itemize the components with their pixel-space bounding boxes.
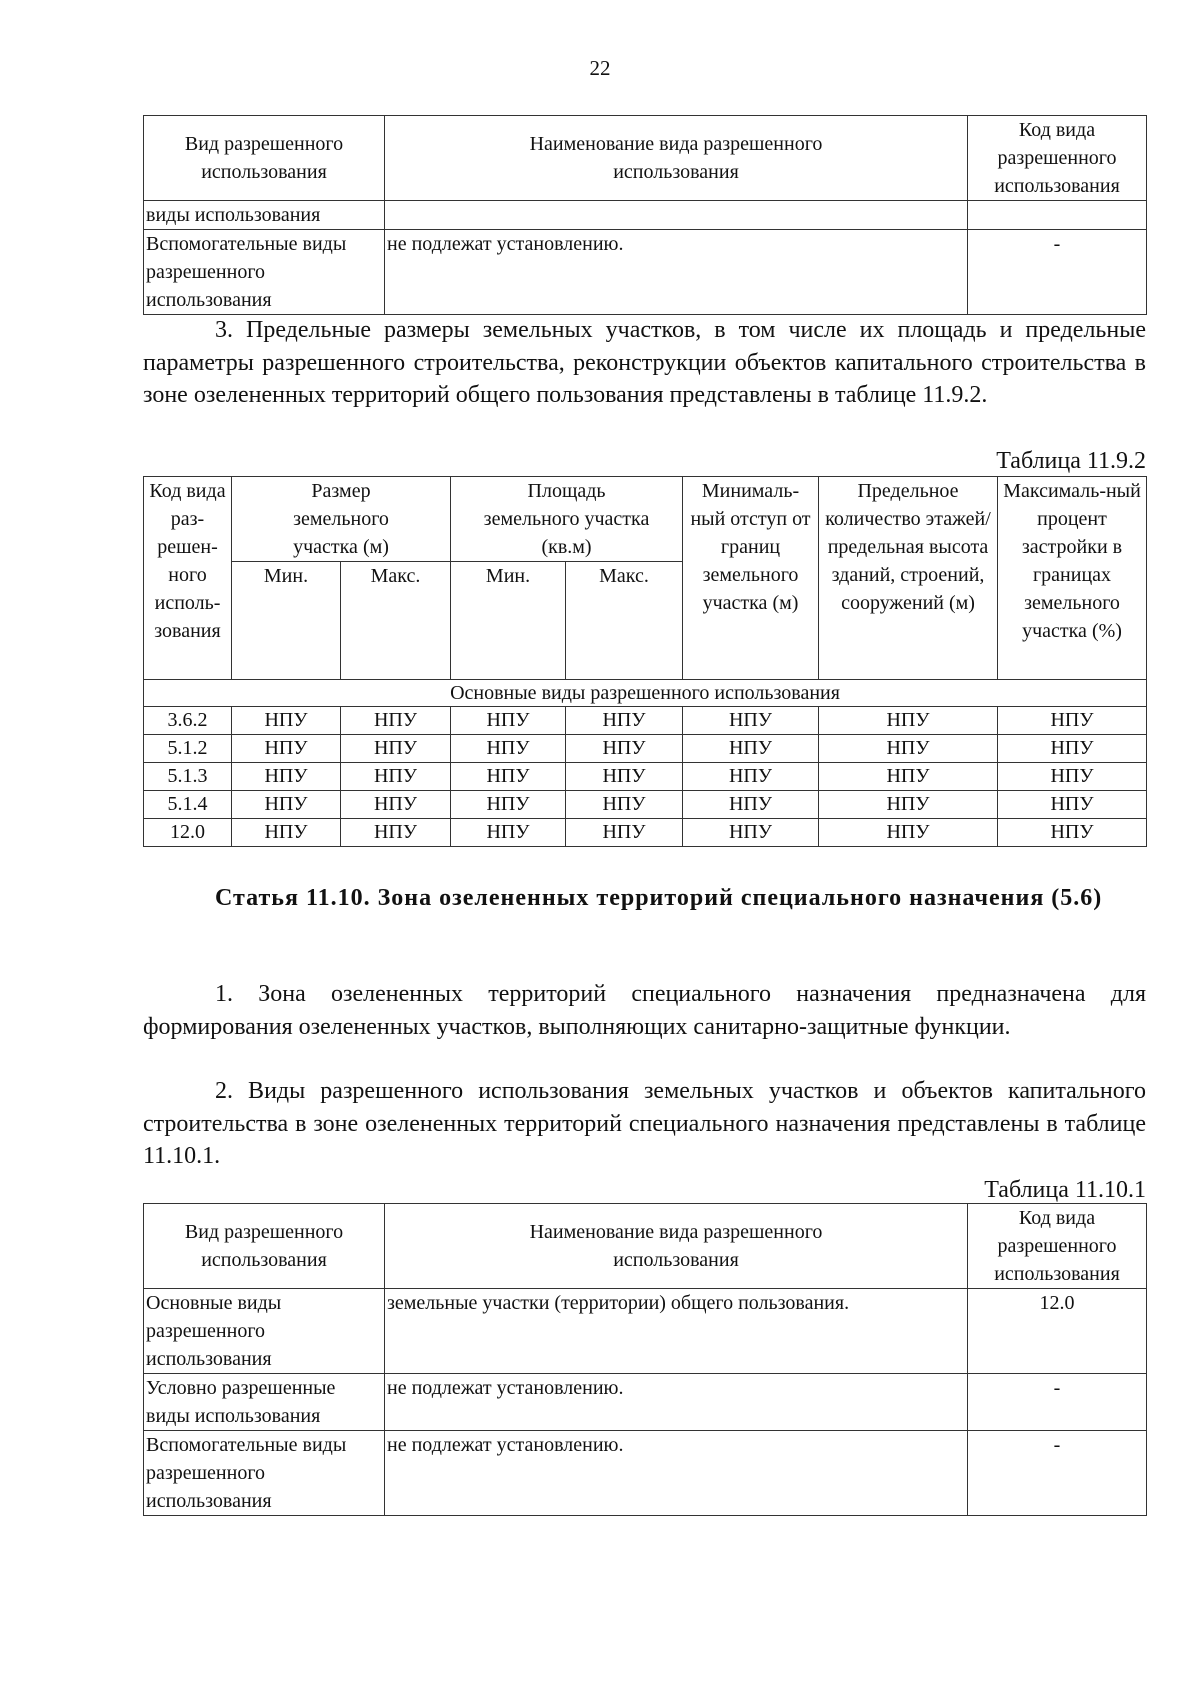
header-plot-size: Размер земельного участка (м)	[232, 477, 451, 562]
table-row	[144, 707, 1147, 735]
use-name-cell: земельные участки (территории) общего пользования.	[385, 1289, 968, 1374]
section-label: Основные виды разрешенного использования	[144, 680, 1147, 707]
value-cell: НПУ	[566, 707, 683, 735]
value-cell: НПУ	[341, 707, 451, 735]
header-area-min: Мин.	[451, 562, 566, 680]
use-code-cell: 12.0	[144, 819, 232, 847]
header-use-name: Наименование вида разрешенного использования	[385, 116, 968, 201]
value-cell: НПУ	[451, 763, 566, 791]
value-cell: НПУ	[451, 791, 566, 819]
use-type-cell: Условно разрешенные виды использования	[144, 1374, 385, 1431]
use-type-cell: Основные виды разрешенного использования	[144, 1289, 385, 1374]
value-cell: НПУ	[683, 763, 819, 791]
value-cell: НПУ	[998, 707, 1147, 735]
section-row	[144, 680, 1147, 707]
value-cell: НПУ	[566, 791, 683, 819]
header-plot-area: Площадь земельного участка (кв.м)	[451, 477, 683, 562]
header-code: Код вида раз-решен-ного исполь-зования	[144, 477, 232, 680]
permitted-use-table-11-10-1	[143, 1203, 1147, 1516]
header-use-name: Наименование вида разрешенного использования	[385, 1204, 968, 1289]
table-header-row	[144, 1204, 1147, 1289]
value-cell: НПУ	[819, 763, 998, 791]
value-cell: НПУ	[451, 707, 566, 735]
use-code-cell: 12.0	[968, 1289, 1147, 1374]
table-row	[144, 735, 1147, 763]
value-cell: НПУ	[566, 819, 683, 847]
table-caption-11-9-2: Таблица 11.9.2	[996, 448, 1146, 474]
paragraph-zone-purpose: 1. Зона озелененных территорий специального назначения предназначена для формирования озелененных участков, выполняющих санитарно-защитные функции.	[143, 981, 1146, 1040]
limits-table-body	[144, 707, 1147, 847]
value-cell: НПУ	[232, 735, 341, 763]
value-cell: НПУ	[819, 735, 998, 763]
value-cell: НПУ	[341, 819, 451, 847]
value-cell: НПУ	[998, 763, 1147, 791]
paragraph-limits: 3. Предельные размеры земельных участков, в том числе их площадь и предельные параметры разрешенного строительства, реконструкции объектов капитального строительства в зоне озелененных территорий общего пользования представлены в таблице 11.9.2.	[143, 317, 1146, 408]
table-row	[144, 819, 1147, 847]
value-cell: НПУ	[566, 735, 683, 763]
value-cell: НПУ	[232, 707, 341, 735]
table-row	[144, 1374, 1147, 1431]
value-cell: НПУ	[683, 707, 819, 735]
limits-table	[143, 476, 1147, 847]
value-cell: НПУ	[998, 735, 1147, 763]
value-cell: НПУ	[683, 791, 819, 819]
header-max-floors: Предельное количество этажей/ предельная высота зданий, строений, сооружений (м)	[819, 477, 998, 680]
header-area-max: Макс.	[566, 562, 683, 680]
table-header-row	[144, 477, 1147, 562]
use-code-cell: -	[968, 1431, 1147, 1516]
value-cell: НПУ	[341, 791, 451, 819]
value-cell: НПУ	[998, 791, 1147, 819]
value-cell: НПУ	[819, 791, 998, 819]
table-row	[144, 763, 1147, 791]
header-use-type: Вид разрешенного использования	[144, 116, 385, 201]
article-heading: Статья 11.10. Зона озелененных территорий специального назначения (5.6)	[215, 885, 1103, 911]
use-name-cell: не подлежат установлению.	[385, 230, 968, 315]
header-size-min: Мин.	[232, 562, 341, 680]
value-cell: НПУ	[819, 819, 998, 847]
paragraph-permitted-uses: 2. Виды разрешенного использования земельных участков и объектов капитального строительства в зоне озелененных территорий специального назначения представлены в таблице 11.10.1.	[143, 1078, 1146, 1169]
permitted-use-table-continued	[143, 115, 1147, 315]
value-cell: НПУ	[683, 819, 819, 847]
use-code-cell: 5.1.2	[144, 735, 232, 763]
table-row	[144, 230, 1147, 315]
header-use-type: Вид разрешенного использования	[144, 1204, 385, 1289]
table-header-row	[144, 116, 1147, 201]
use-name-cell	[385, 201, 968, 230]
value-cell: НПУ	[232, 791, 341, 819]
use-type-cell: Вспомогательные виды разрешенного использования	[144, 230, 385, 315]
value-cell: НПУ	[683, 735, 819, 763]
header-use-code: Код вида разрешенного использования	[968, 116, 1147, 201]
value-cell: НПУ	[451, 819, 566, 847]
header-min-offset: Минималь-ный отступ от границ земельного участка (м)	[683, 477, 819, 680]
header-use-code: Код вида разрешенного использования	[968, 1204, 1147, 1289]
use-code-cell: 5.1.3	[144, 763, 232, 791]
value-cell: НПУ	[998, 819, 1147, 847]
use-name-cell: не подлежат установлению.	[385, 1431, 968, 1516]
use-code-cell: 5.1.4	[144, 791, 232, 819]
table-row	[144, 1431, 1147, 1516]
use-code-cell: -	[968, 1374, 1147, 1431]
header-size-max: Макс.	[341, 562, 451, 680]
value-cell: НПУ	[451, 735, 566, 763]
table-caption-11-10-1: Таблица 11.10.1	[984, 1177, 1146, 1203]
value-cell: НПУ	[341, 735, 451, 763]
use-name-cell: не подлежат установлению.	[385, 1374, 968, 1431]
value-cell: НПУ	[232, 819, 341, 847]
value-cell: НПУ	[566, 763, 683, 791]
header-max-coverage: Максималь-ный процент застройки в границах земельного участка (%)	[998, 477, 1147, 680]
table-row	[144, 791, 1147, 819]
use-type-cell: Вспомогательные виды разрешенного использования	[144, 1431, 385, 1516]
table-row	[144, 1289, 1147, 1374]
value-cell: НПУ	[341, 763, 451, 791]
table-row	[144, 201, 1147, 230]
value-cell: НПУ	[819, 707, 998, 735]
use-code-cell: 3.6.2	[144, 707, 232, 735]
use-code-cell	[968, 201, 1147, 230]
use-type-cell: виды использования	[144, 201, 385, 230]
page-number: 22	[589, 56, 611, 80]
use-code-cell: -	[968, 230, 1147, 315]
value-cell: НПУ	[232, 763, 341, 791]
